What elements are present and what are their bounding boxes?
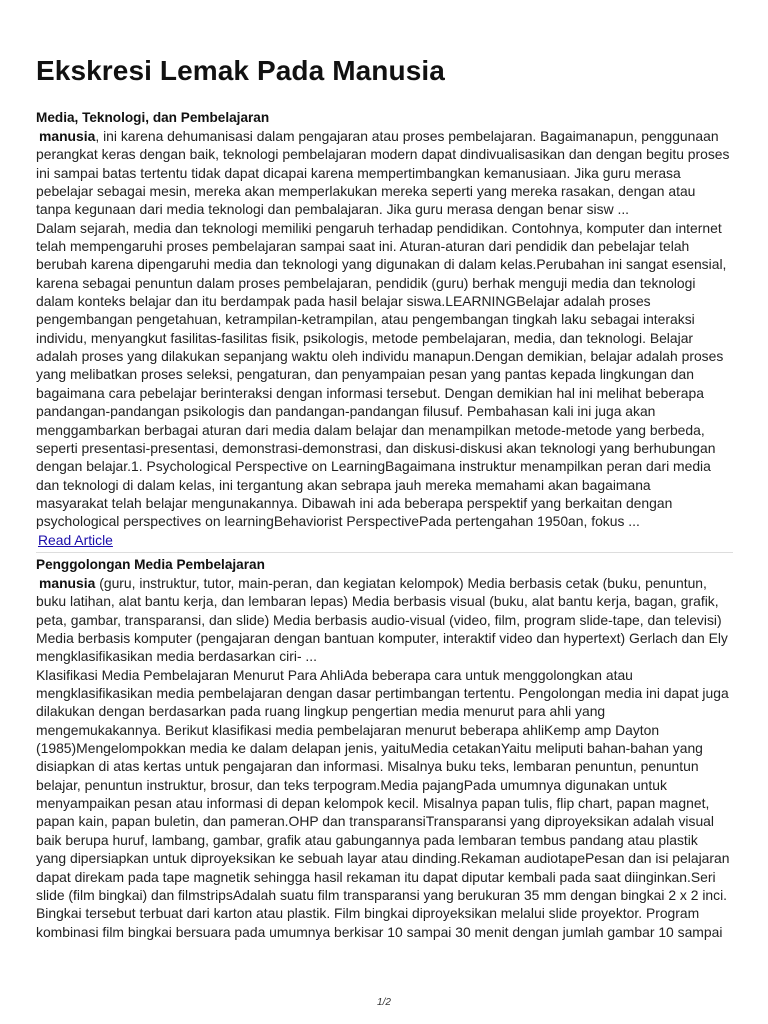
keyword-highlight: manusia (39, 575, 96, 591)
paragraph-line: baik berupa huruf, lambang, gambar, grafik atau gabungannya pada lembaran tembus pandang atau plastik (36, 831, 698, 848)
paragraph-line: berubah karena dipengaruhi media dan teknologi yang digunakan di dalam kelas.Perubahan ini sangat esensial, (36, 256, 727, 273)
page-number: 1/2 (377, 997, 391, 1008)
article-section-2 (36, 556, 736, 941)
paragraph-line: masyarakat telah belajar mengunakannya. Dibawah ini ada beberapa perspektif yang berkaitan dengan (36, 494, 673, 511)
paragraph-line: (1985)Mengelompokkan media ke dalam delapan jenis, yaituMedia cetakanYaitu meliputi bahan-bahan yang (36, 740, 703, 757)
paragraph-line: pebelajar sebagai mesin, mereka akan memperlakukan mereka seperti yang mereka rasakan, dengan atau (36, 183, 696, 200)
paragraph-line: tanpa kegunaan dari media teknologi dan pembalajaran. Jika guru merasa dengan benar sisw ... (36, 201, 630, 218)
paragraph-line: menggambarkan berbagai aturan dari media dalam belajar dan menampilkan metode-metode yang berbeda, (36, 421, 705, 438)
page-title: Ekskresi Lemak Pada Manusia (36, 55, 445, 86)
paragraph-line: pandangan-pandangan psikologis dan pandangan-pandangan filusuf. Pembahasan kali ini juga akan (36, 403, 656, 420)
paragraph-line: mengemukakannya. Berikut klasifikasi media pembelajaran menurut beberapa ahliKemp amp Dayton (36, 721, 660, 738)
paragraph-line: buku latihan, alat bantu kerja, dan lembaran lepas) Media berbasis visual (buku, alat bantu kerja, bagan, grafik, (36, 593, 719, 610)
paragraph-line: ini sampai batas tertentu tidak dapat dicapai karena mempertimbangkan kemanusiaan. Jika guru merasa (36, 164, 681, 181)
article-section-1 (36, 109, 736, 550)
paragraph-line: disiapkan di atas kertas untuk pengajaran dan informasi. Misalnya buku teks, lembaran penuntun, penuntun (36, 758, 699, 775)
paragraph-line: belajar, penuntun instruktur, brosur, dan teks terpogram.Media pajangPada umumnya digunakan untuk (36, 776, 667, 793)
paragraph-line: psychological perspectives on learningBehaviorist PerspectivePada pertengahan 1950an, fokus ... (36, 513, 640, 530)
paragraph-line: Klasifikasi Media Pembelajaran Menurut Para AhliAda beberapa cara untuk menggolongkan atau (36, 666, 633, 683)
section-heading: Media, Teknologi, dan Pembelajaran (36, 110, 270, 125)
article-body (36, 574, 736, 941)
paragraph-line: slide (film bingkai) dan filmstripsAdalah suatu film transparansi yang berukuran 35 mm dengan bingkai 2 x 2 inci. (36, 886, 728, 903)
paragraph-line: peta, gambar, transparansi, dan slide) Media berbasis audio-visual (video, film, program slide-tape, dan televisi) (36, 611, 722, 628)
paragraph-line: mengklasifikasikan media berdasarkan ciri- ... (36, 648, 318, 665)
paragraph-line: yang dipersiapkan untuk diproyeksikan ke sebuah layar atau dinding.Rekaman audiotapePesan dan isi pelajaran (36, 850, 730, 867)
section-divider (36, 552, 733, 553)
article-body (36, 127, 736, 531)
paragraph-line: bagaimana cara pebelajar berinteraksi dengan informasi tersebut. Dengan demikian hal ini melihat beberapa (36, 384, 704, 401)
paragraph-line: manusia, ini karena dehumanisasi dalam pengajaran atau proses pembelajaran. Bagaimanapun, penggunaan (39, 128, 719, 144)
paragraph-line: kombinasi film bingkai bersuara pada umumnya berkisar 10 sampai 30 menit dengan jumlah gambar 10 sampai (36, 923, 723, 940)
paragraph-line: individu, menyangkut fasilitas-fasilitas fisik, psikologis, metode pembelajaran, media, dan teknologi. Belajar (36, 329, 694, 346)
paragraph-line: Bingkai tersebut terbuat dari karton atau plastik. Film bingkai diproyeksikan melalui slide proyektor. Program (36, 905, 700, 922)
paragraph-line: yang melibatkan proses seleksi, pengaturan, dan penyampaian pesan yang pantas kepada lingkungan dan (36, 366, 694, 383)
paragraph-line: mengklasifikasikan media pembelajaran dengan dasar pertimbangan tertentu. Pengolongan media ini dapat juga (36, 685, 729, 702)
paragraph-line: dengan belajar.1. Psychological Perspective on LearningBagaimana instruktur menampilkan peran dari media (36, 458, 711, 475)
paragraph-line: dapat direkam pada tape magnetik sehingga hasil rekaman itu dapat diputar kembali pada saat diinginkan.Seri (36, 868, 716, 885)
read-article-link[interactable]: Read Article (38, 531, 113, 548)
paragraph-line: dalam konteks belajar dan itu berdampak pada hasil belajar siswa.LEARNINGBelajar adalah proses (36, 293, 651, 310)
paragraph-line: seperti presentasi-presentasi, demonstrasi-demonstrasi, dan diskusi-diskusi akan teknologi yang berhubungan (36, 439, 716, 456)
section-heading: Penggolongan Media Pembelajaran (36, 557, 265, 572)
paragraph-line: papan kain, papan buletin, dan pameran.OHP dan transparansiTransparansi yang diproyeksikan adalah visual (36, 813, 714, 830)
paragraph-line: menyampaikan pesan atau informasi di depan kelompok kecil. Misalnya papan tulis, flip chart, papan magnet, (36, 795, 710, 812)
paragraph-line: dilakukan dengan berdasarkan pada ruang lingkup pengertian media menurut para ahli yang (36, 703, 606, 720)
keyword-highlight: manusia (39, 128, 96, 144)
paragraph-line: Dalam sejarah, media dan teknologi memiliki pengaruh terhadap pendidikan. Contohnya, komputer dan internet (36, 219, 722, 236)
paragraph-line: Media berbasis komputer (pengajaran dengan bantuan komputer, interaktif video dan hypertext) Gerlach dan Ely (36, 630, 728, 647)
paragraph-line: telah mempengaruhi proses pembelajaran sampai saat ini. Aturan-aturan dari pendidik dan pebelajar telah (36, 238, 690, 255)
paragraph-line: perangkat keras dengan baik, teknologi pembelajaran modern dapat dindivualisasikan dan dengan begitu proses (36, 146, 730, 163)
paragraph-line: manusia (guru, instruktur, tutor, main-peran, dan kegiatan kelompok) Media berbasis cetak (buku, penuntun, (39, 575, 707, 591)
paragraph-line: adalah proses yang dilakukan sepanjang waktu oleh individu manapun.Dengan demikian, belajar adalah proses (36, 348, 724, 365)
paragraph-line: karena sebagai penuntun dalam proses pembelajaran, pendidik (guru) berhak menguji media dan teknologi (36, 274, 696, 291)
paragraph-line: dan teknologi di dalam kelas, ini tergantung akan sebrapa jauh mereka memahami akan bagaimana (36, 476, 651, 493)
paragraph-line: pengembangan pengetahuan, ketrampilan-ketrampilan, atau pengembangan tingkah laku sebagai interaksi (36, 311, 695, 328)
